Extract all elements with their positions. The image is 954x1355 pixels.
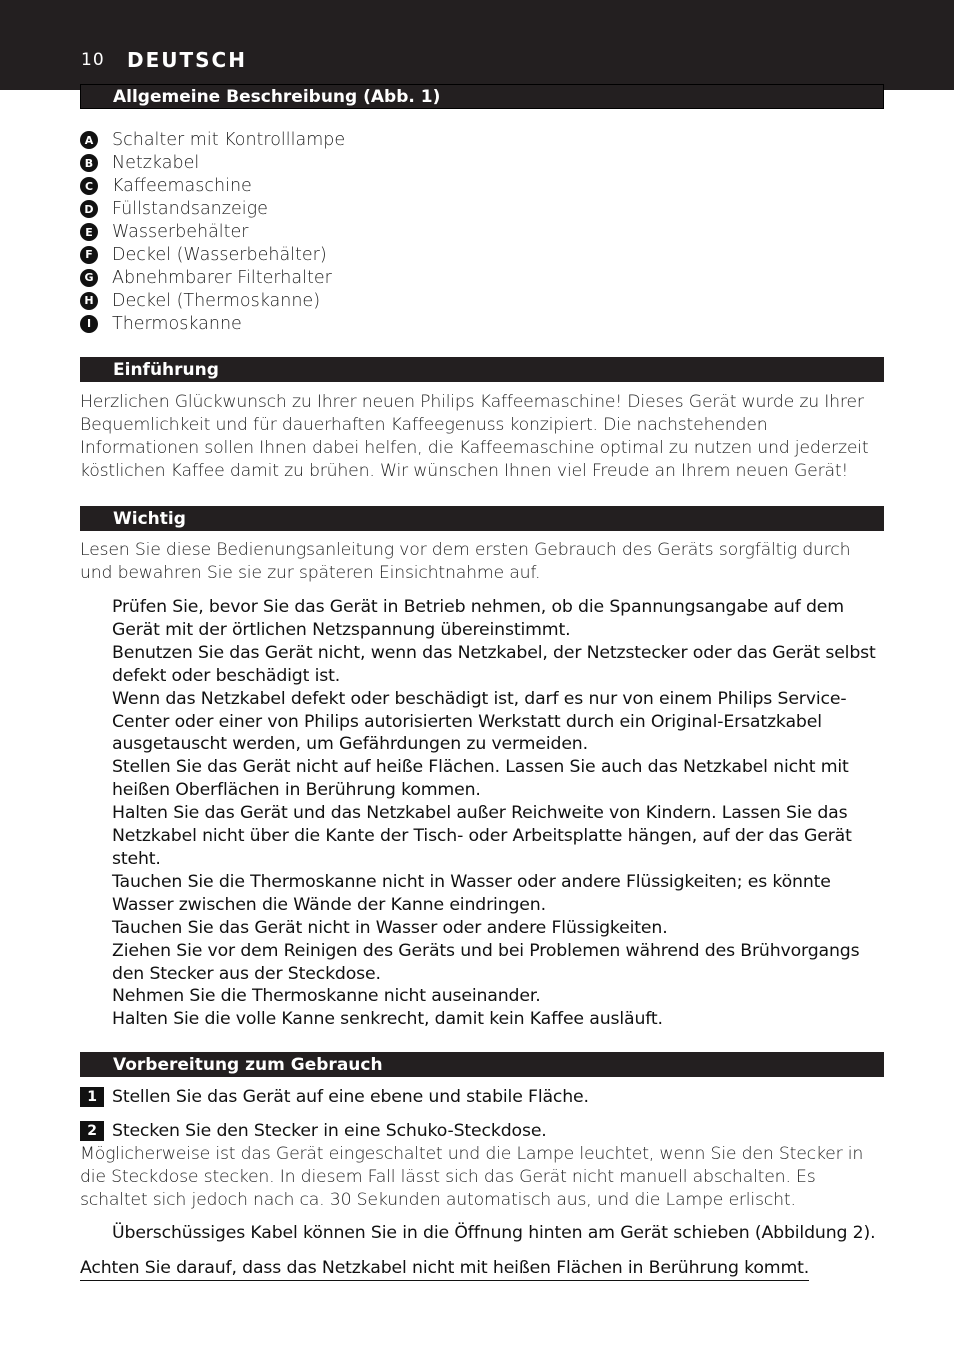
- list-item: Wenn das Netzkabel defekt oder beschädigt ist, darf es nur von einem Philips Service-Center oder einer von Philips autorisierten Werkstatt durch ein Original-Ersatzkabel ausgetauscht werden, um Gefährdungen zu vermeiden.: [112, 688, 847, 755]
- part-label: Wasserbehälter: [112, 222, 249, 242]
- parts-list: [80, 129, 345, 335]
- list-item: Halten Sie die volle Kanne senkrecht, damit kein Kaffee ausläuft.: [112, 1009, 663, 1030]
- warning-text: Achten Sie darauf, dass das Netzkabel nicht mit heißen Flächen in Berührung kommt.: [80, 1257, 809, 1281]
- safety-list: [112, 596, 887, 1031]
- list-item: [80, 312, 345, 335]
- part-label: Abnehmbarer Filterhalter: [112, 267, 332, 288]
- list-item: Benutzen Sie das Gerät nicht, wenn das Netzkabel, der Netzstecker oder das Gerät selbst defekt oder beschädigt ist.: [112, 642, 876, 686]
- letter-badge: B: [80, 154, 98, 172]
- part-label: Deckel (Thermoskanne): [112, 290, 321, 311]
- step-text: Stellen Sie das Gerät auf eine ebene und stabile Fläche.: [112, 1087, 589, 1107]
- list-item: [80, 175, 345, 198]
- section-title: Wichtig: [113, 509, 186, 529]
- letter-badge: D: [80, 200, 98, 218]
- important-paragraph: Lesen Sie diese Bedienungsanleitung vor dem ersten Gebrauch des Geräts sorgfältig durch und bewahren Sie sie zur späteren Einsichtnahme auf.: [80, 540, 851, 583]
- list-item: Stellen Sie das Gerät nicht auf heiße Flächen. Lassen Sie auch das Netzkabel nicht mit heißen Oberflächen in Berührung kommen.: [112, 757, 849, 801]
- section-title: Allgemeine Beschreibung (Abb. 1): [113, 87, 441, 107]
- list-item: [80, 221, 345, 244]
- part-label: Schalter mit Kontrolllampe: [112, 130, 346, 151]
- list-item: [80, 243, 345, 266]
- section-prep: [80, 1052, 884, 1077]
- step-2-note: Möglicherweise ist das Gerät eingeschaltet und die Lampe leuchtet, wenn Sie den Stecker in die Steckdose stecken. In diesem Fall lässt sich das Gerät nicht manuell abschalten. Es schaltet sich jedoch nach ca. 30 Sekunden automatisch aus, und die Lampe erlischt.: [80, 1144, 864, 1210]
- list-item: [80, 152, 345, 175]
- letter-badge: A: [80, 131, 98, 149]
- step-1: [80, 1086, 589, 1109]
- page-number: 10: [81, 50, 105, 70]
- list-item: [80, 266, 345, 289]
- letter-badge: H: [80, 292, 98, 310]
- part-label: Deckel (Wasserbehälter): [112, 244, 327, 265]
- part-label: Netzkabel: [112, 153, 200, 174]
- step-text: Stecken Sie den Stecker in eine Schuko-Steckdose.: [112, 1121, 547, 1141]
- list-item: [80, 198, 345, 221]
- header-bar: [0, 0, 954, 90]
- letter-badge: F: [80, 246, 98, 264]
- step-number: 2: [80, 1121, 104, 1141]
- section-title: Einführung: [113, 360, 219, 380]
- intro-paragraph: Herzlichen Glückwunsch zu Ihrer neuen Philips Kaffeemaschine! Dieses Gerät wurde zu Ihrer Bequemlichkeit und für dauerhaften Kaffeegenuss konzipiert. Die nachstehenden Informationen sollen Ihnen dabei helfen, die Kaffeemaschine optimal zu nutzen und jederzeit köstlichen Kaffee damit zu brühen. Wir wünschen Ihnen viel Freude an Ihrem neuen Gerät!: [80, 392, 869, 481]
- list-item: [80, 129, 345, 152]
- list-item: [80, 289, 345, 312]
- language-title: DEUTSCH: [127, 48, 247, 72]
- section-title: Vorbereitung zum Gebrauch: [113, 1055, 383, 1075]
- list-item: Ziehen Sie vor dem Reinigen des Geräts und bei Problemen während des Brühvorgangs den Stecker aus der Steckdose.: [112, 940, 860, 984]
- list-item: Nehmen Sie die Thermoskanne nicht auseinander.: [112, 986, 541, 1007]
- cable-note: Überschüssiges Kabel können Sie in die Öffnung hinten am Gerät schieben (Abbildung 2).: [112, 1223, 876, 1243]
- part-label: Füllstandsanzeige: [112, 199, 268, 220]
- step-number: 1: [80, 1087, 104, 1107]
- list-item: Tauchen Sie das Gerät nicht in Wasser oder andere Flüssigkeiten.: [112, 917, 668, 938]
- letter-badge: I: [80, 315, 98, 333]
- section-intro: [80, 357, 884, 382]
- part-label: Thermoskanne: [112, 313, 242, 334]
- list-item: Halten Sie das Gerät und das Netzkabel außer Reichweite von Kindern. Lassen Sie das Netzkabel nicht über die Kante der Tisch- oder Arbeitsplatte hängen, auf der das Gerät steht.: [112, 803, 852, 869]
- section-important: [80, 506, 884, 531]
- letter-badge: C: [80, 177, 98, 195]
- list-item: Prüfen Sie, bevor Sie das Gerät in Betrieb nehmen, ob die Spannungsangabe auf dem Gerät mit der örtlichen Netzspannung übereinstimmt.: [112, 597, 844, 640]
- section-general: [80, 84, 884, 109]
- step-2: [80, 1120, 547, 1143]
- letter-badge: G: [80, 269, 98, 287]
- letter-badge: E: [80, 223, 98, 241]
- list-item: Tauchen Sie die Thermoskanne nicht in Wasser oder andere Flüssigkeiten; es könnte Wasser zwischen die Wände der Kanne eindringen.: [112, 871, 831, 915]
- part-label: Kaffeemaschine: [112, 176, 252, 197]
